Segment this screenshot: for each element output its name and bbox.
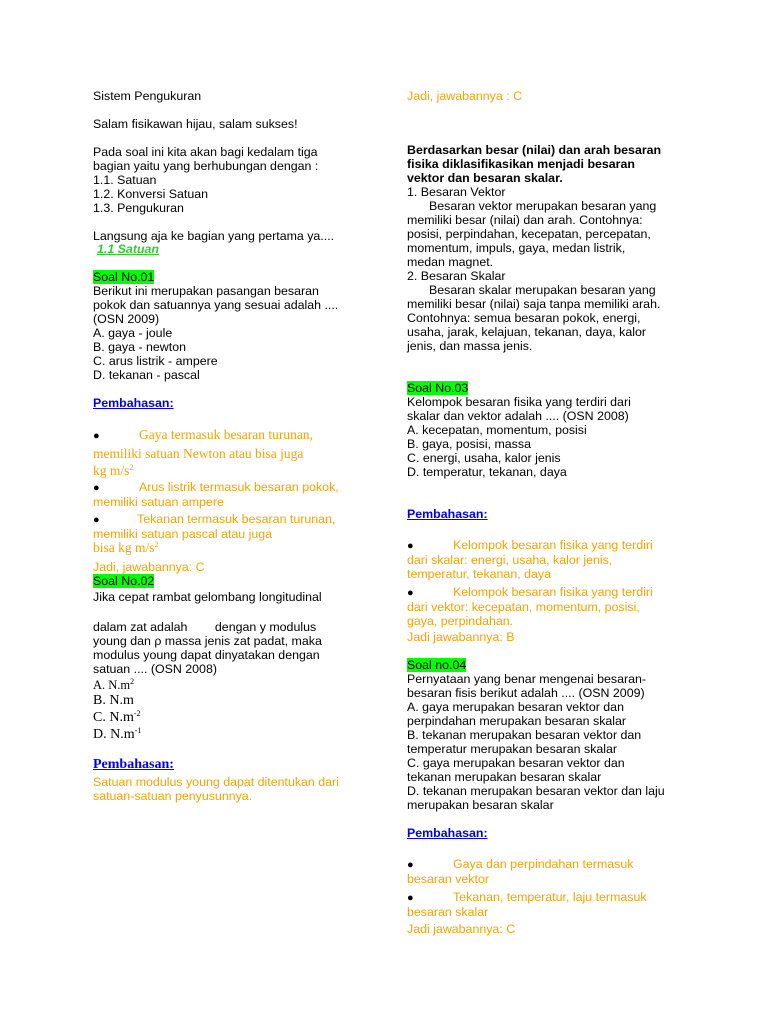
skalar-text: jenis, dan massa jenis. (407, 339, 533, 353)
vektor-text: posisi, perpindahan, kecepatan, percepatan, (407, 227, 651, 241)
explanation-text: Satuan modulus young dapat ditentukan dari (93, 775, 339, 789)
explanation-bullet: ● Gaya termasuk besaran turunan, memiliki satuan Newton atau bisa juga kg $m/s^2$ (93, 427, 313, 478)
answer-text: Jadi, jawabannya: C (93, 560, 205, 574)
doc-title: Sistem Pengukuran (93, 89, 202, 103)
answer-text: Jadi jawabannya: B (407, 630, 515, 644)
bullet-icon: ● (93, 430, 100, 442)
answer-option: A. gaya - joule (93, 326, 173, 340)
intro-line: Pada soal ini kita akan bagi kedalam tiga (93, 145, 318, 159)
bullet-icon: ● (93, 514, 100, 526)
classification-intro: Berdasarkan besar (nilai) dan arah besaran (407, 143, 662, 157)
question-label: Soal No.02 (93, 574, 155, 588)
greeting: Salam fisikawan hijau, salam sukses! (93, 117, 298, 131)
skalar-text: Contohnya: semua besaran pokok, energi, (407, 311, 641, 325)
answer-text: Jadi, jawabannya : C (407, 89, 523, 103)
answer-option: B. gaya - newton (93, 340, 186, 354)
answer-option: C. $N.m^{-2}$ (93, 709, 141, 725)
bullet-icon: ● (407, 859, 414, 871)
section-heading: 1.1 Satuan (97, 242, 159, 256)
answer-option: D. tekanan - pascal (93, 368, 200, 382)
answer-option: C. energi, usaha, kalor jenis (407, 451, 561, 465)
explanation-bullet: ● Kelompok besaran fisika yang terdiri dari vektor: kecepatan, momentum, posisi, gaya, perpindahan. (407, 585, 653, 628)
explanation-text: satuan-satuan penyusunnya. (93, 789, 253, 803)
pembahasan-heading: Pembahasan: (93, 396, 174, 410)
answer-option: A. kecepatan, momentum, posisi (407, 423, 587, 437)
question-label: Soal No.03 (407, 381, 469, 395)
answer-option: D. $N.m^{-1}$ (93, 726, 142, 742)
explanation-bullet: ● Gaya dan perpindahan termasuk besaran vektor (407, 857, 634, 886)
skalar-text: memiliki besar (nilai) saja tanpa memiliki arah. (407, 297, 661, 311)
answer-option: B. N.m (93, 693, 134, 708)
explanation-bullet: ● Tekanan termasuk besaran turunan, memiliki satuan pascal atau juga bisa kg $m/s^2$ (93, 512, 336, 555)
bullet-icon: ● (93, 482, 100, 494)
answer-option: tekanan merupakan besaran skalar (407, 770, 602, 784)
question-text: young dan ρ massa jenis zat padat, maka (93, 634, 322, 648)
question-text: modulus young dapat dinyatakan dengan (93, 648, 320, 662)
skalar-title: 2. Besaran Skalar (407, 269, 506, 283)
answer-option: perpindahan merupakan besaran skalar (407, 714, 627, 728)
question-label: Soal No.01 (93, 270, 155, 284)
answer-option: B. gaya, posisi, massa (407, 437, 531, 451)
question-text: besaran fisis berikut adalah .... (OSN 2009) (407, 686, 645, 700)
question-text: (OSN 2009) (93, 312, 160, 326)
explanation-bullet: ● Arus listrik termasuk besaran pokok, memiliki satuan ampere (93, 480, 339, 509)
answer-option: C. arus listrik - ampere (93, 354, 218, 368)
vektor-text: medan magnet. (407, 255, 494, 269)
bullet-icon: ● (407, 892, 414, 904)
skalar-text: usaha, jarak, kelajuan, tekanan, daya, kalor (407, 325, 647, 339)
answer-option: temperatur merupakan besaran skalar (407, 742, 618, 756)
question-text: Jika cepat rambat gelombang longitudinal (93, 590, 322, 604)
pembahasan-heading: Pembahasan: (93, 757, 174, 772)
question-text: dalam zat adalah dengan y modulus (93, 620, 317, 634)
answer-option: merupakan besaran skalar (407, 798, 554, 812)
answer-option: A. gaya merupakan besaran vektor dan (407, 700, 624, 714)
vektor-text: memiliki besar (nilai) dan arah. Contohnya: (407, 213, 643, 227)
answer-option: C. gaya merupakan besaran vektor dan (407, 756, 625, 770)
answer-option: B. tekanan merupakan besaran vektor dan (407, 728, 642, 742)
explanation-bullet: ● Tekanan, temperatur, laju termasuk besaran skalar (407, 890, 647, 919)
pembahasan-heading: Pembahasan: (407, 826, 488, 840)
intro-line: 1.2. Konversi Satuan (93, 187, 209, 201)
question-text: pokok dan satuannya yang sesuai adalah .... (93, 298, 339, 312)
explanation-bullet: ● Kelompok besaran fisika yang terdiri dari skalar: energi, usaha, kalor jenis, temperatur, tekanan, daya (407, 538, 653, 581)
classification-intro: fisika diklasifikasikan menjadi besaran (407, 157, 635, 171)
bullet-icon: ● (407, 587, 414, 599)
question-text: Kelompok besaran fisika yang terdiri dari (407, 395, 631, 409)
intro-line: bagian yaitu yang berhubungan dengan : (93, 159, 319, 173)
vektor-text: Besaran vektor merupakan besaran yang (429, 199, 657, 213)
answer-option: A. $N.m^2$ (93, 677, 135, 692)
vektor-title: 1. Besaran Vektor (407, 185, 506, 199)
intro-line: 1.3. Pengukuran (93, 201, 184, 215)
answer-option: D. tekanan merupakan besaran vektor dan laju (407, 784, 665, 798)
vektor-text: momentum, impuls, gaya, medan listrik, (407, 241, 626, 255)
question-text: Berikut ini merupakan pasangan besaran (93, 284, 319, 298)
answer-text: Jadi jawabannya: C (407, 922, 516, 936)
classification-intro: vektor dan besaran skalar. (407, 171, 563, 185)
bullet-icon: ● (407, 540, 414, 552)
question-text: skalar dan vektor adalah .... (OSN 2008) (407, 409, 629, 423)
pembahasan-heading: Pembahasan: (407, 507, 488, 521)
answer-option: D. temperatur, tekanan, daya (407, 465, 567, 479)
skalar-text: Besaran skalar merupakan besaran yang (429, 283, 656, 297)
question-text: Pernyataan yang benar mengenai besaran- (407, 672, 647, 686)
start-text: Langsung aja ke bagian yang pertama ya.... (93, 229, 335, 243)
intro-line: 1.1. Satuan (93, 173, 157, 187)
question-label: Soal no.04 (407, 658, 467, 672)
question-text: satuan .... (OSN 2008) (93, 662, 217, 676)
